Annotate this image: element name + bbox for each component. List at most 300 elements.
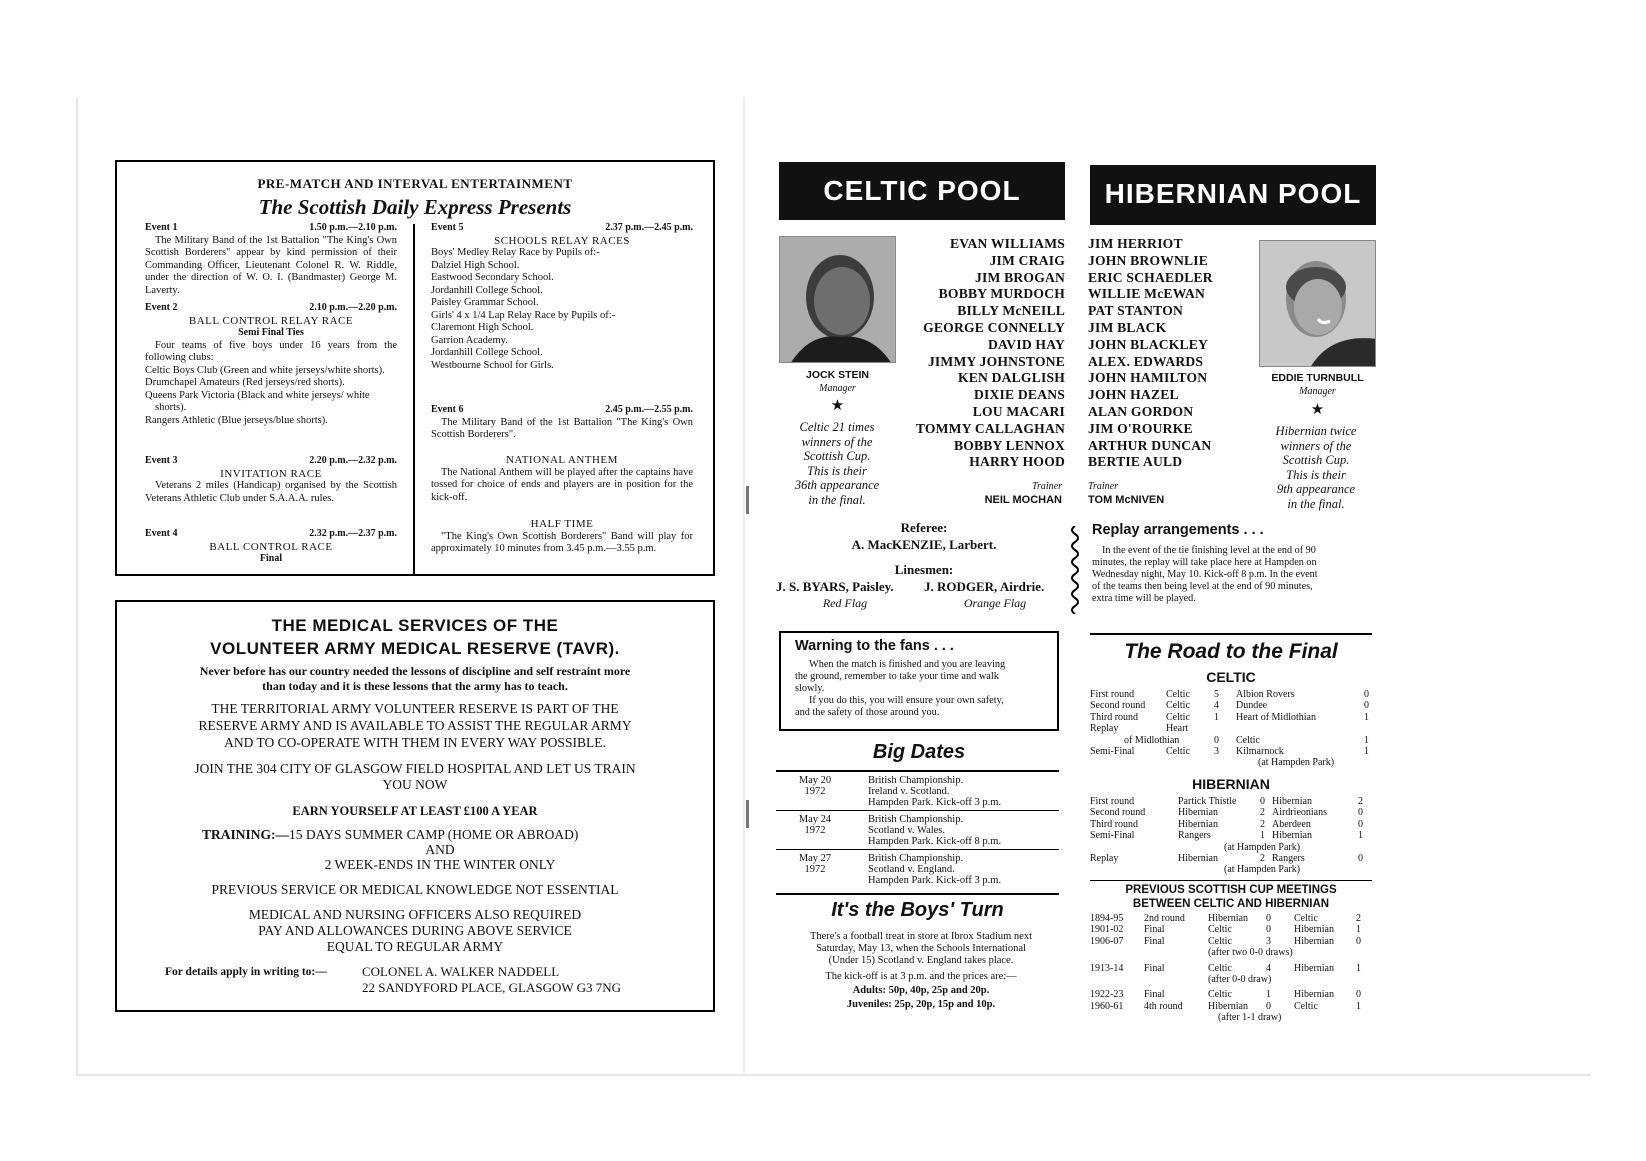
score-cell: 1 [1356,924,1361,936]
event-subtitle: Semi Final Ties [238,327,304,338]
boys-kickoff: The kick-off is at 3 p.m. and the prices are:— [825,971,1017,982]
staple-mark [746,486,749,514]
score-cell: 0 [1356,989,1361,1001]
medical-services-box [115,600,715,1012]
date-year: 1972 [804,786,826,797]
training-line: 2 WEEK-ENDS IN THE WINTER ONLY [324,857,556,872]
score-cell: 0 [1260,796,1265,807]
boys-turn-title: It's the Boys' Turn [831,899,1004,921]
team-cell: Celtic [1236,734,1260,746]
note-line: 36th appearance [794,478,880,492]
date-event: British Championship. [868,853,964,864]
event-title: BALL CONTROL RACE [209,540,333,553]
previous-title: PREVIOUS SCOTTISH CUP MEETINGS [1125,884,1337,896]
player-name: ERIC SCHAEDLER [1088,269,1213,285]
score-cell: 2 [1260,818,1265,830]
round-cell: First round [1090,689,1135,700]
score-cell: 1 [1266,989,1271,1001]
school-line: Jordanhill College School. [431,284,543,296]
score-cell: 0 [1358,853,1363,865]
team-cell: Albion Rovers [1236,689,1295,700]
table-row [1090,796,1375,807]
club-item: Drumchapel Amateurs (Red jerseys/red shorts). [145,377,345,388]
date-event: Scotland v. England. [868,864,955,875]
apply-address: 22 SANDYFORD PLACE, GLASGOW G3 7NG [362,980,622,995]
table-row [1090,913,1375,924]
previous-table [1090,913,1375,1024]
replay-title: Replay arrangements . . . [1092,522,1264,538]
player-name: DIXIE DEANS [974,387,1065,403]
player-name: GEORGE CONNELLY [923,319,1065,335]
celtic-manager-label: Manager [819,383,856,394]
boys-line: Saturday, May 13, when the Schools International [816,943,1026,954]
season-cell: 1906-07 [1090,935,1124,947]
team-cell: Celtic [1294,913,1318,924]
season-cell: 1894-95 [1090,913,1124,924]
previous-rule [1090,880,1372,881]
medical-officers: EQUAL TO REGULAR ARMY [326,939,504,954]
season-cell: 1901-02 [1090,924,1124,936]
score-cell: 0 [1364,689,1369,700]
event-label: Event 4 [145,528,178,539]
big-dates-rule [776,770,1059,772]
table-row [1090,974,1375,985]
school-line: Eastwood Secondary School. [431,272,554,283]
score-cell: 1 [1356,962,1361,974]
table-row [1090,936,1375,947]
star-icon: ★ [1310,402,1325,418]
note-line: Hibernian twice [1275,424,1357,438]
table-row [1090,746,1375,757]
score-cell: 0 [1364,700,1369,712]
date-row [776,850,1059,890]
apply-label: For details apply in writing to:— [165,966,327,978]
club-item: Queens Park Victoria (Black and white jerseys/ white shorts). [145,389,370,413]
jock-stein-photo [779,236,896,363]
entertainment-header: PRE-MATCH AND INTERVAL ENTERTAINMENT [257,176,573,191]
national-anthem [431,454,693,504]
school-line: Paisley Grammar School. [431,297,539,308]
date-day: May 24 [798,814,832,825]
score-cell: 4 [1214,700,1219,712]
linesman-2-flag: Orange Flag [963,596,1027,610]
team-cell: Rangers [1178,830,1211,842]
celtic-trainer-label: Trainer [1031,481,1062,492]
event-1 [145,222,397,297]
event-label: Event 3 [145,455,178,466]
training-label-text: TRAINING:— [202,827,290,842]
round-cell: Final [1144,989,1165,1001]
date-row [776,811,1059,850]
warning-line: slowly. [795,683,825,694]
replay-line: of the teams then being level at the end of 90 minutes, [1092,581,1313,592]
note-line: Celtic 21 times [799,420,875,434]
player-name: KEN DALGLISH [957,370,1065,386]
score-cell: 4 [1266,962,1271,974]
table-row [1090,757,1375,768]
warning-text [795,659,1047,719]
star-icon: ★ [830,398,845,414]
date-event: Hampden Park. Kick-off 3 p.m. [868,875,1002,886]
table-row [1090,842,1375,853]
player-name: JIM BLACK [1088,319,1167,335]
apply-address: COLONEL A. WALKER NADDELL [362,964,560,979]
warning-line: the ground, remember to take your time and walk [795,671,999,682]
table-row [1090,989,1375,1000]
linesman-1: J. S. BYARS, Paisley. [776,579,894,594]
table-row [1090,712,1375,723]
player-name: BOBBY MURDOCH [938,286,1065,302]
event-title: INVITATION RACE [220,467,322,480]
halftime-title: HALF TIME [530,518,594,530]
event-6 [431,404,693,442]
score-cell: 1 [1356,1000,1361,1012]
wavy-divider-icon [1068,526,1082,614]
player-name: TOMMY CALLAGHAN [915,420,1065,436]
season-cell: 1913-14 [1090,962,1124,974]
team-cell: Hibernian [1208,913,1248,924]
column-divider [413,224,415,574]
team-cell: Celtic [1166,700,1190,712]
table-row [1090,723,1375,734]
event-4 [145,528,397,566]
referee-name: A. MacKENZIE, Larbert. [851,537,997,552]
table-row [1090,830,1375,841]
score-cell: 1 [1260,830,1265,842]
event-time: 2.32 p.m.—2.37 p.m. [309,528,397,539]
boys-turn-rule [776,893,1059,895]
event-5 [431,222,693,372]
team-cell: Celtic [1208,924,1232,936]
medical-paragraph: RESERVE ARMY AND IS AVAILABLE TO ASSIST THE REGULAR ARMY [198,718,632,733]
medical-intro: Never before has our country needed the lessons of discipline and self restraint more [199,664,631,678]
round-cell: Final [1144,962,1165,974]
road-hibs-title: HIBERNIAN [1192,776,1270,792]
medical-paragraph: THE TERRITORIAL ARMY VOLUNTEER RESERVE IS PART OF THE [211,701,619,716]
team-cell: Hibernian [1178,818,1218,830]
event-label: Event 2 [145,302,178,313]
player-name: BOBBY LENNOX [953,437,1065,453]
score-cell: 2 [1356,913,1361,924]
hibernian-trainer-name: TOM McNIVEN [1088,494,1165,506]
medical-paragraph: JOIN THE 304 CITY OF GLASGOW FIELD HOSPITAL AND LET US TRAIN [194,761,636,776]
big-dates-list [776,773,1059,890]
medical-earn: EARN YOURSELF AT LEAST £100 A YEAR [292,804,538,818]
player-name: BERTIE AULD [1088,454,1183,470]
date-year: 1972 [804,825,826,836]
table-row [1090,1001,1375,1012]
event-title: BALL CONTROL RELAY RACE [188,314,354,327]
school-line: Claremont High School. [431,322,534,333]
team-cell: Dundee [1236,700,1268,712]
entertainment-subheader: The Scottish Daily Express Presents [258,195,572,219]
celtic-player-list [880,236,1065,471]
score-cell: 2 [1260,807,1265,819]
score-cell: 3 [1266,935,1271,947]
table-row [1090,689,1375,700]
player-name: HARRY HOOD [969,454,1065,470]
player-name: JOHN HAMILTON [1088,370,1208,386]
table-row [1090,700,1375,711]
team-cell: Rangers [1272,853,1305,865]
table-row [1090,924,1375,935]
season-cell: 1922-23 [1090,989,1124,1001]
team-cell: Celtic [1208,989,1232,1001]
score-cell: 0 [1266,924,1271,936]
player-name: ALEX. EDWARDS [1088,353,1204,369]
round-cell: Third round [1090,818,1139,830]
event-subtitle: Final [259,553,283,564]
note-line: 9th appearance [1276,482,1356,496]
entertainment-box [115,160,715,576]
team-cell: Celtic [1208,935,1232,947]
celtic-trainer-name: NEIL MOCHAN [984,494,1062,506]
warning-line: and the safety of those around you. [795,707,940,718]
score-cell: 1 [1364,746,1369,758]
round-cell: 4th round [1144,1000,1183,1012]
team-cell: Heart [1166,723,1189,735]
medical-officers: PAY AND ALLOWANCES DURING ABOVE SERVICE [258,923,572,938]
score-cell: 0 [1358,807,1363,819]
medical-intro: than today and it is these lessons that the army has to teach. [262,679,568,693]
table-row [1090,864,1375,875]
medical-paragraph: AND TO CO-OPERATE WITH THEM IN EVERY WAY POSSIBLE. [224,735,606,750]
note-cell: (after 0-0 draw) [1208,974,1272,986]
replay-text [1092,545,1377,605]
medical-paragraph: YOU NOW [382,777,448,792]
team-cell: Hibernian [1294,924,1334,936]
round-cell: Second round [1090,700,1146,712]
player-name: JOHN BROWNLIE [1088,252,1209,268]
date-event: Hampden Park. Kick-off 8 p.m. [868,836,1002,847]
note-line: in the final. [1287,496,1345,511]
team-cell: Heart of Midlothian [1236,711,1316,723]
date-event: Ireland v. Scotland. [868,786,950,797]
team-cell: Celtic [1166,711,1190,723]
manager-portrait-icon [1260,241,1376,367]
table-row [1090,947,1375,958]
score-cell: 1 [1364,711,1369,723]
event-label: Event 1 [145,222,178,233]
date-event: Hampden Park. Kick-off 3 p.m. [868,797,1002,808]
boys-turn-text [776,931,1066,967]
event-3 [145,455,397,505]
training-line: AND [425,842,455,857]
round-cell: Semi-Final [1090,830,1135,842]
team-cell: Kilmarnock [1236,746,1284,758]
season-cell: 1960-61 [1090,1000,1124,1012]
medical-title: THE MEDICAL SERVICES OF THE [271,616,559,635]
event-label: Event 5 [431,222,464,233]
player-name: ALAN GORDON [1088,403,1194,419]
boys-adults: Adults: 50p, 40p, 25p and 20p. [852,985,990,996]
linesman-1-flag: Red Flag [822,596,868,610]
round-cell: Third round [1090,711,1139,723]
event-time: 1.50 p.m.—2.10 p.m. [309,222,397,233]
note-line: winners of the [801,434,873,449]
hibernian-note [1250,424,1382,511]
replay-line: In the event of the tie finishing level at the end of 90 [1102,545,1316,556]
venue-cell: (at Hampden Park) [1224,841,1301,853]
date-event: British Championship. [868,775,964,786]
referee-label: Referee: [900,520,948,535]
player-name: ARTHUR DUNCAN [1088,437,1212,453]
score-cell: 0 [1356,935,1361,947]
score-cell: 0 [1358,818,1363,830]
medical-title: VOLUNTEER ARMY MEDICAL RESERVE (TAVR). [210,639,620,658]
note-line: winners of the [1280,438,1352,453]
celtic-manager-name: JOCK STEIN [805,369,869,381]
player-name: DAVID HAY [988,336,1065,352]
venue-cell: (at Hampden Park) [1258,757,1335,769]
event-title: SCHOOLS RELAY RACES [494,234,630,247]
round-cell: Final [1144,935,1165,947]
school-line: Girls' 4 x 1/4 Lap Relay Race by Pupils of:- [431,309,616,321]
score-cell: 3 [1214,746,1219,758]
staple-mark [746,800,749,828]
hibernian-manager-name: EDDIE TURNBULL [1271,372,1364,384]
score-cell: 0 [1266,1000,1271,1012]
note-line: This is their [1286,467,1346,482]
date-year: 1972 [804,864,826,875]
boys-line: (Under 15) Scotland v. England takes place. [828,955,1014,966]
hibernian-player-list [1088,236,1258,471]
boys-juveniles: Juveniles: 25p, 20p, 15p and 10p. [846,999,996,1010]
previous-title: BETWEEN CELTIC AND HIBERNIAN [1132,898,1330,910]
team-cell: of Midlothian [1124,734,1180,746]
score-cell: 2 [1358,796,1363,807]
team-cell: Hibernian [1294,935,1334,947]
hibernian-manager-label: Manager [1299,386,1336,397]
round-cell: Replay [1090,853,1119,865]
team-cell: Celtic [1208,962,1232,974]
event-time: 2.10 p.m.—2.20 p.m. [309,302,397,313]
anthem-text: The National Anthem will be played after the captains have tossed for choice of ends and players are in position for the kick-off. [431,466,693,503]
table-row [1090,819,1375,830]
player-name: WILLIE McEWAN [1088,286,1206,302]
team-cell: Hibernian [1178,853,1218,865]
score-cell: 1 [1358,830,1363,842]
note-cell: (after 1-1 draw) [1218,1012,1282,1024]
school-line: Boys' Medley Relay Race by Pupils of:- [431,247,600,258]
warning-title: Warning to the fans . . . [795,638,954,654]
venue-cell: (at Hampden Park) [1224,864,1301,876]
event-label: Event 6 [431,404,464,415]
round-cell: Replay [1090,723,1119,735]
eddie-turnbull-photo [1259,240,1376,367]
player-name: PAT STANTON [1088,303,1183,319]
school-line: Dalziel High School. [431,259,520,271]
player-name: LOU MACARI [972,403,1065,419]
page-fold [743,98,745,1076]
event-text: Veterans 2 miles (Handicap) organised by the Scottish Veterans Athletic Club under S.A.A.A. rules. [145,480,397,504]
team-cell: Hibernian [1294,962,1334,974]
team-cell: Hibernian [1294,989,1334,1001]
club-item: Celtic Boys Club (Green and white jerseys/white shorts). [145,364,385,376]
note-line: Scottish Cup. [803,449,871,463]
table-row [1090,1012,1375,1023]
big-dates-title: Big Dates [872,741,966,763]
table-row [1090,963,1375,974]
hibernian-pool-header: HIBERNIAN POOL [1090,165,1376,225]
half-time [431,518,693,556]
date-row [776,773,1059,811]
celtic-pool-header: CELTIC POOL [779,162,1065,220]
note-cell: (after two 0-0 draws) [1208,947,1293,959]
warning-box [779,631,1059,731]
note-line: This is their [807,463,867,478]
player-name: JIM O'ROURKE [1088,420,1193,436]
date-event: British Championship. [868,814,964,825]
date-day: May 20 [798,775,832,786]
player-name: JOHN HAZEL [1088,387,1179,403]
team-cell: Hibernian [1272,830,1312,842]
team-cell: Hibernian [1208,1000,1248,1012]
event-text: The Military Band of the 1st Battalion "The King's Own Scottish Borderers". [431,416,693,440]
player-name: EVAN WILLIAMS [949,236,1065,251]
warning-line: If you do this, you will ensure your own safety, [809,695,1004,706]
warning-line: When the match is finished and you are leaving [809,659,1006,670]
event-time: 2.37 p.m.—2.45 p.m. [605,222,693,233]
medical-officers: MEDICAL AND NURSING OFFICERS ALSO REQUIRED [248,907,582,922]
team-cell: Celtic [1294,1000,1318,1012]
event-intro: Four teams of five boys under 16 years from the following clubs: [145,339,397,363]
player-name: JIM CRAIG [989,252,1065,268]
player-name: JIM HERRIOT [1088,236,1183,251]
score-cell: 5 [1214,689,1219,700]
date-day: May 27 [798,853,832,864]
date-event: Scotland v. Wales. [868,825,946,836]
team-cell: Celtic [1166,689,1190,700]
road-hibs-table [1090,796,1375,876]
club-item: Rangers Athletic (Blue jerseys/blue shorts). [145,414,328,426]
note-line: Scottish Cup. [1282,453,1350,467]
training-label [202,827,578,843]
event-time: 2.45 p.m.—2.55 p.m. [605,404,693,415]
round-cell: First round [1090,796,1135,807]
table-row [1090,853,1375,864]
score-cell: 2 [1260,853,1265,865]
team-cell: Hibernian [1178,807,1218,819]
round-cell: Final [1144,924,1165,936]
player-name: JIMMY JOHNSTONE [927,353,1065,369]
score-cell: 0 [1266,913,1271,924]
team-cell: Airdrieonians [1272,807,1327,819]
school-line: Jordanhill College School. [431,347,543,358]
road-celtic-title: CELTIC [1206,669,1256,685]
player-name: JIM BROGAN [975,269,1065,285]
school-line: Garrion Academy. [431,334,508,346]
replay-line: extra time will be played. [1092,593,1196,604]
team-cell: Celtic [1166,746,1190,758]
score-cell: 1 [1214,711,1219,723]
round-cell: Second round [1090,807,1146,819]
event-text: The Military Band of the 1st Battalion "The King's Own Scottish Borderers" appear by kind permission of their Commanding Officer, Lieutenant Colonel R. W. Riddle, under the direction of W. O. I. (Bandmaster) George M. Laverty. [145,234,397,296]
score-cell: 0 [1214,734,1219,746]
medical-previous: PREVIOUS SERVICE OR MEDICAL KNOWLEDGE NOT ESSENTIAL [211,882,619,897]
anthem-title: NATIONAL ANTHEM [506,454,618,466]
player-name: BILLY McNEILL [957,303,1065,319]
event-2 [145,302,397,427]
event-time: 2.20 p.m.—2.32 p.m. [309,455,397,466]
replay-line: Wednesday night, May 10. Kick-off 8 p.m. In the event [1092,569,1318,580]
team-cell: Partick Thistle [1178,796,1237,807]
manager-portrait-icon [780,237,896,363]
training-line: 15 DAYS SUMMER CAMP (HOME OR ABROAD) [289,827,579,842]
school-line: Westbourne School for Girls. [431,359,554,371]
score-cell: 1 [1364,734,1369,746]
linesmen-label: Linesmen: [894,562,954,577]
